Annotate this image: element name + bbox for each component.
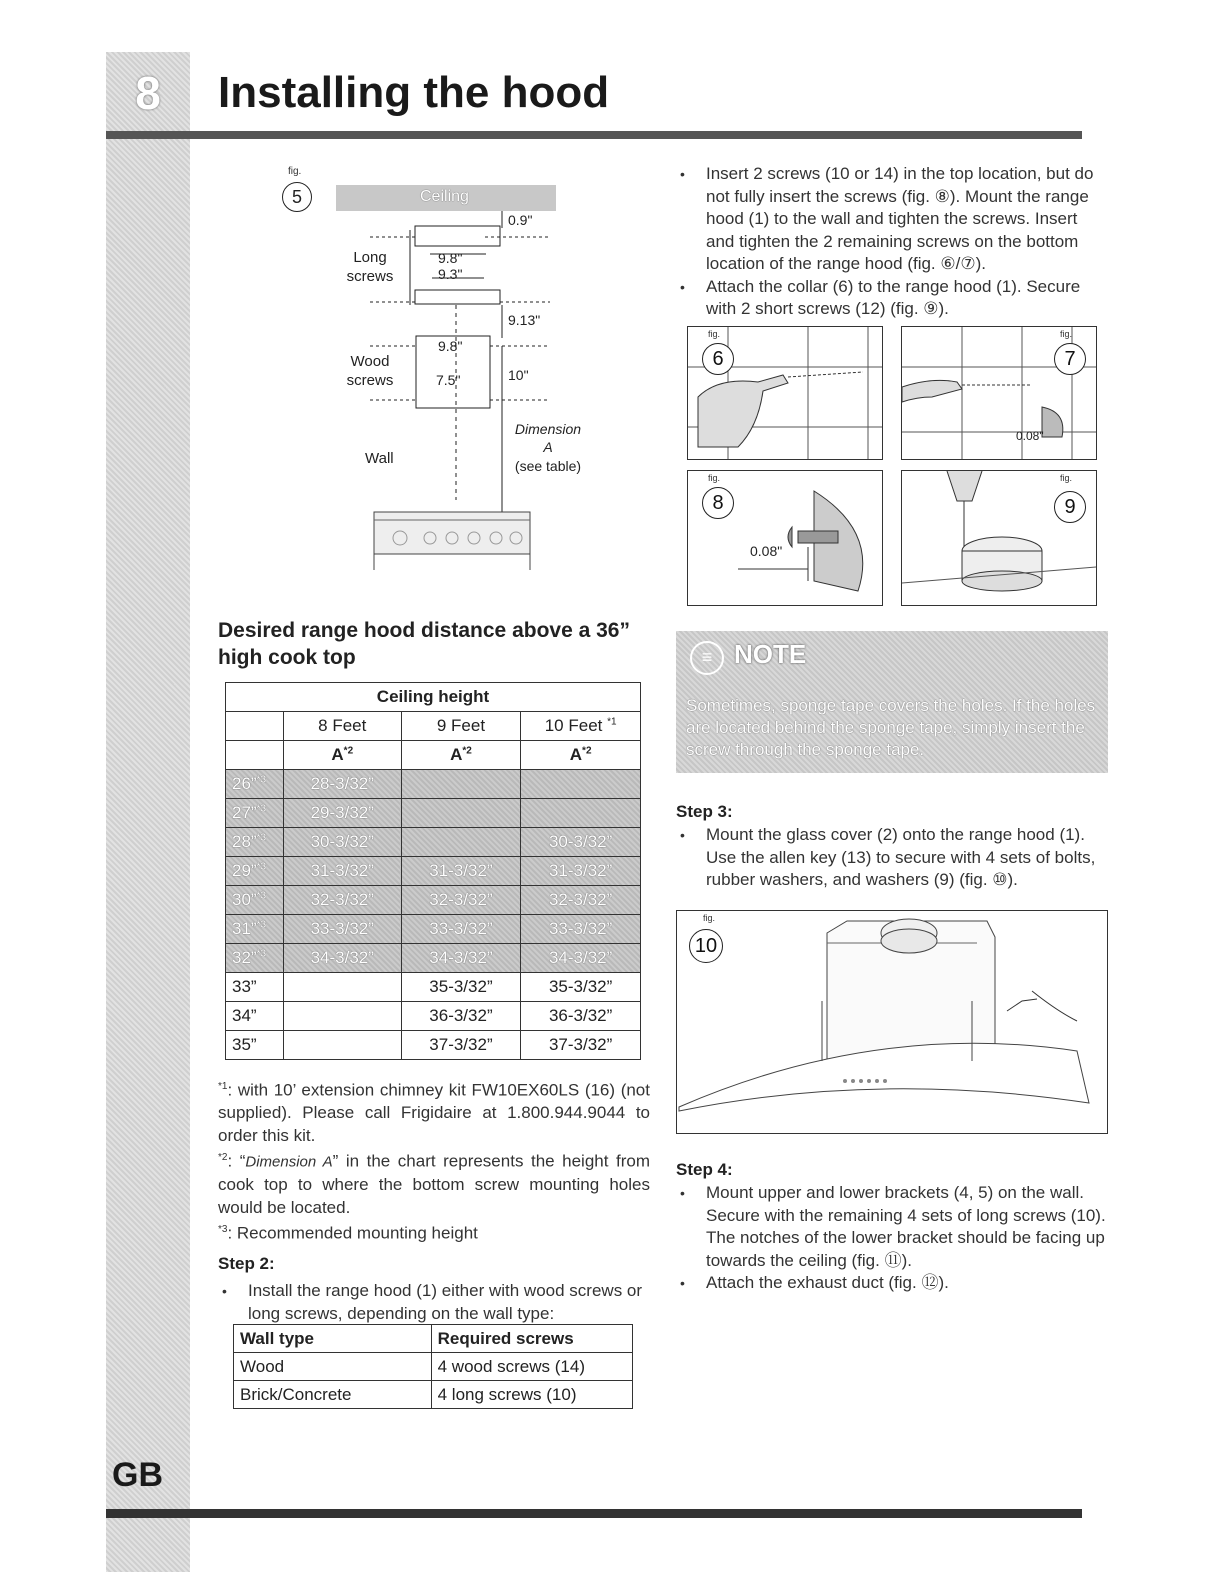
value-cell: 28-3/32”: [283, 770, 401, 799]
footnote-2: $^{*2}$: “Dimension A” in the chart represents the height from cook top to where the bottom screw mounting holes would be located.: [218, 1151, 650, 1217]
height-cell: 28”$^{*3}$: [226, 828, 284, 857]
fig-label: fig.: [708, 473, 721, 483]
value-cell: 31-3/32”: [401, 857, 521, 886]
footnote-1: $^{*1}$: with 10’ extension chimney kit FW10EX60LS (16) (not supplied). Please call Frigidaire at 1.800.944.9044 to order this kit.: [218, 1080, 650, 1145]
note-title: NOTE: [734, 639, 807, 669]
step-2: [218, 1254, 650, 1325]
value-cell: 33-3/32”: [401, 915, 521, 944]
corner-cell: [226, 741, 284, 770]
wood-screws-label: Wood screws: [346, 353, 394, 389]
title-rule: [106, 131, 1082, 139]
footnote-3: $^{*3}$: Recommended mounting height: [218, 1223, 478, 1243]
footer-rule: [106, 1509, 1082, 1518]
figure-5: [270, 160, 590, 570]
figure-8: [687, 470, 883, 606]
figure-9: [901, 470, 1097, 606]
corner-cell: [226, 712, 284, 741]
figure-6: [687, 326, 883, 460]
fig-label: fig.: [1060, 473, 1073, 483]
table-row: [226, 973, 641, 1002]
value-cell: [521, 799, 641, 828]
value-cell: 33-3/32”: [283, 915, 401, 944]
dimension-a-label: Dimension A: [514, 421, 582, 455]
table-row: [226, 1031, 641, 1060]
fig-8-dimension: 0.08": [750, 543, 783, 559]
value-cell: 34-3/32”: [401, 944, 521, 973]
value-cell: 36-3/32”: [521, 1002, 641, 1031]
height-cell: 33”: [226, 973, 284, 1002]
screws-cell: 4 wood screws (14): [431, 1353, 632, 1381]
value-cell: [283, 1002, 401, 1031]
page-title: Installing the hood: [218, 68, 610, 117]
height-cell: 35”: [226, 1031, 284, 1060]
value-cell: 32-3/32”: [283, 886, 401, 915]
value-cell: 34-3/32”: [283, 944, 401, 973]
step-4-bullet: • Mount upper and lower brackets (4, 5) on the wall. Secure with the remaining 4 sets of long screws (10). The notches of the lower bracket should be facing up towards the ceiling (fig. ⑪).: [676, 1182, 1108, 1272]
value-cell: [283, 1031, 401, 1060]
install-bullets: [676, 163, 1108, 321]
table-row: [226, 1002, 641, 1031]
value-cell: [521, 770, 641, 799]
fig-number: 5: [282, 182, 312, 212]
footnotes: [218, 1076, 650, 1245]
table-row: [226, 828, 641, 857]
value-cell: 35-3/32”: [521, 973, 641, 1002]
height-cell: 34”: [226, 1002, 284, 1031]
required-screws-header: Required screws: [431, 1325, 632, 1353]
height-cell: 30”$^{*3}$: [226, 886, 284, 915]
fig-label: fig.: [288, 166, 302, 177]
note-icon: ≡: [690, 641, 724, 675]
wall-type-table: [233, 1324, 633, 1409]
fig-number: 6: [702, 343, 734, 375]
value-cell: [401, 799, 521, 828]
wood-width-1: 9.8": [438, 338, 463, 354]
value-cell: 37-3/32”: [521, 1031, 641, 1060]
height-cell: 31”$^{*3}$: [226, 915, 284, 944]
fig-label: fig.: [708, 329, 721, 339]
fig-label: fig.: [703, 913, 716, 923]
bullet-attach-collar: • Attach the collar (6) to the range hood (1). Secure with 2 short screws (12) (fig. ⑨).: [676, 276, 1108, 321]
step-3-title: Step 3:: [676, 802, 733, 821]
mounting-diagram: [270, 160, 590, 570]
value-cell: 29-3/32”: [283, 799, 401, 828]
value-cell: [401, 770, 521, 799]
step-3: [676, 802, 1108, 892]
value-cell: 31-3/32”: [283, 857, 401, 886]
screws-cell: 4 long screws (10): [431, 1381, 632, 1409]
wall-type-cell: Wood: [234, 1353, 432, 1381]
wall-type-cell: Brick/Concrete: [234, 1381, 432, 1409]
dim-top: 0.9": [508, 212, 533, 228]
wood-width-2: 7.5": [436, 372, 461, 388]
height-cell: 32”$^{*3}$: [226, 944, 284, 973]
wall-label: Wall: [365, 450, 394, 467]
value-cell: 36-3/32”: [401, 1002, 521, 1031]
figure-7: [901, 326, 1097, 460]
height-cell: 27”$^{*3}$: [226, 799, 284, 828]
table-row: [226, 770, 641, 799]
table-row: [226, 915, 641, 944]
column-header: 10 Feet $^{*1}$: [521, 712, 641, 741]
table-row: [226, 799, 641, 828]
dim-mid: 9.13": [508, 312, 541, 328]
step-4-title: Step 4:: [676, 1160, 733, 1179]
note-text: Sometimes, sponge tape covers the holes. If the holes are located behind the sponge tape, simply insert the screw through the sponge tape.: [686, 696, 1096, 759]
height-cell: 29”$^{*3}$: [226, 857, 284, 886]
long-width-1: 9.8": [438, 250, 463, 266]
value-cell: [401, 828, 521, 857]
value-cell: 30-3/32”: [283, 828, 401, 857]
dim-10: 10": [508, 367, 529, 383]
value-cell: 33-3/32”: [521, 915, 641, 944]
value-cell: 32-3/32”: [521, 886, 641, 915]
column-header: 8 Feet: [283, 712, 401, 741]
height-cell: 26”$^{*3}$: [226, 770, 284, 799]
step-2-title: Step 2:: [218, 1254, 275, 1273]
value-cell: 34-3/32”: [521, 944, 641, 973]
value-cell: 30-3/32”: [521, 828, 641, 857]
step-2-bullet: • Install the range hood (1) either with wood screws or long screws, depending on the wall type:: [218, 1280, 650, 1325]
step-4: [676, 1160, 1108, 1295]
bullet-insert-screws: • Insert 2 screws (10 or 14) in the top location, but do not fully insert the screws (fig. ⑧). Mount the range hood (1) to the wall and tighten the screws. Insert and tighten the 2 remaining screws on the bottom location of the range hood (fig. ⑥/⑦).: [676, 163, 1108, 276]
value-cell: [283, 973, 401, 1002]
fig-7-dimension: 0.08": [1016, 429, 1044, 443]
table-row: [226, 857, 641, 886]
table-row: [226, 944, 641, 973]
note-box: [676, 631, 1108, 773]
chapter-sidebar: [106, 52, 190, 1572]
ceiling-height-table: Ceiling height 8 Feet 9 Feet 10 Feet $^{*1}$ $A^{*2}$ $A^{*2}$ $A^{*2}$ 26”$^{*3}$ 28-3/32” 27”$^{*3}$ 29-3/32” 28”$^{*3}$ 30-3/32” 30-3/32” 29”$^{*3}$ 31-3/32” 31-3/32” 31-3/32” 30”$^{*3}$ 32-3/32” 32-3/32” 32-3/32” 31”$^{*3}$ 33-3/32” 33-3/32” 33-3/32” 32”$^{*3}$ 34-3/32” 34-3/32” 34-3/32” 33” 35-3/32” 35-3/32” 34” 36-3/32” 36-3/32” 35” 37-3/32” 37-3/32”: [225, 682, 641, 1060]
ceiling-label: Ceiling: [420, 188, 469, 205]
language-code: GB: [112, 1456, 163, 1494]
value-cell: 35-3/32”: [401, 973, 521, 1002]
fig-number: 10: [689, 929, 723, 963]
long-width-2: 9.3": [438, 266, 463, 282]
fig-number: 7: [1054, 343, 1086, 375]
fig-label: fig.: [1060, 329, 1073, 339]
table-row: [226, 886, 641, 915]
figure-10: [676, 910, 1108, 1134]
step-4-bullet: • Attach the exhaust duct (fig. ⑫).: [676, 1272, 1108, 1295]
value-cell: 37-3/32”: [401, 1031, 521, 1060]
value-cell: 32-3/32”: [401, 886, 521, 915]
see-table-label: (see table): [514, 458, 582, 474]
wall-type-header: Wall type: [234, 1325, 432, 1353]
fig-number: 8: [702, 487, 734, 519]
column-header: 9 Feet: [401, 712, 521, 741]
chapter-number: 8: [135, 67, 161, 119]
ceiling-rows: [226, 770, 641, 1060]
long-screws-label: Long screws: [346, 249, 394, 285]
step-3-bullet: • Mount the glass cover (2) onto the range hood (1). Use the allen key (13) to secure with 4 sets of bolts, rubber washers, and washers (9) (fig. ⑩).: [676, 824, 1108, 892]
fig-number: 9: [1054, 491, 1086, 523]
table-title: Ceiling height: [226, 683, 641, 712]
value-cell: 31-3/32”: [521, 857, 641, 886]
section-heading: Desired range hood distance above a 36” high cook top: [218, 619, 630, 669]
